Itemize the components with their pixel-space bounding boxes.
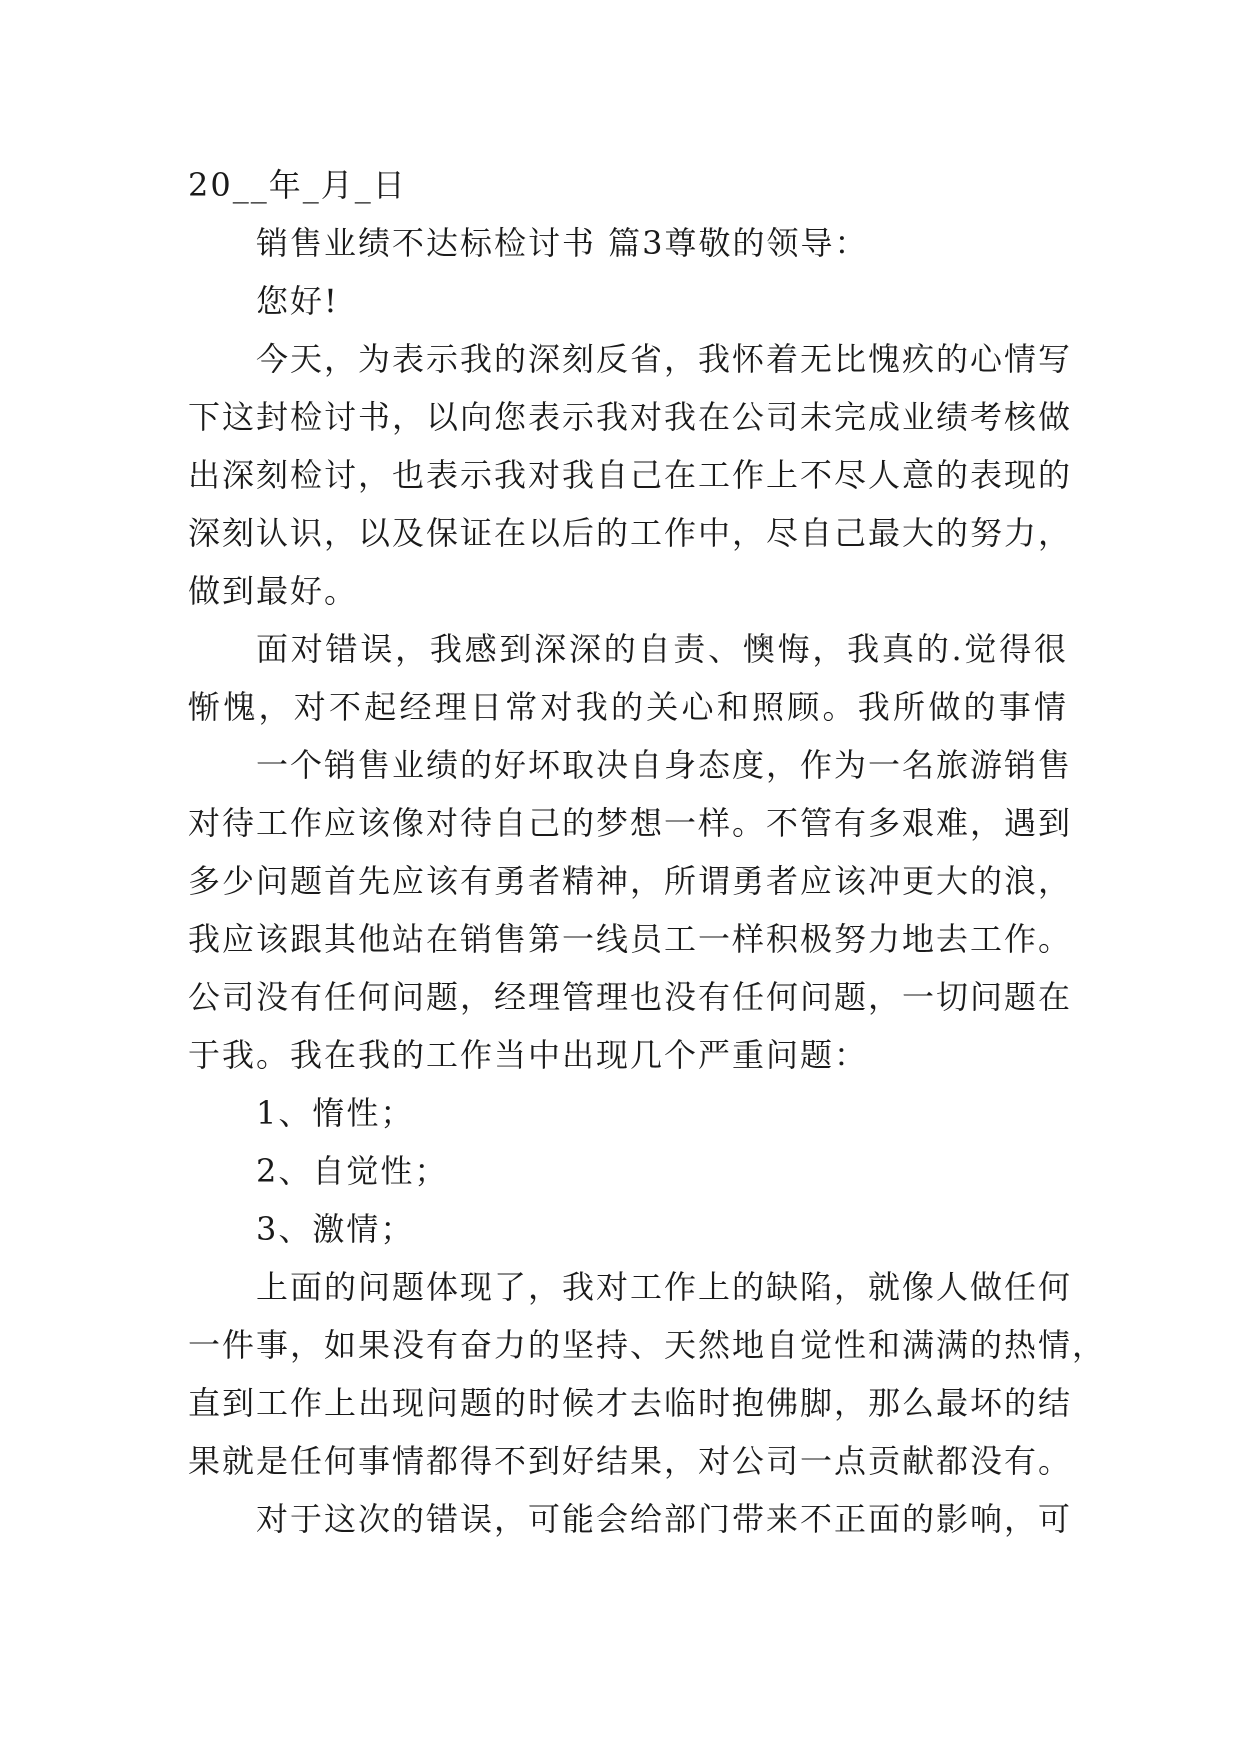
document-title: 销售业绩不达标检讨书 篇3尊敬的领导： <box>256 224 869 262</box>
list-item: 3、激情； <box>256 1210 415 1248</box>
paragraph-line: 多少问题首先应该有勇者精神，所谓勇者应该冲更大的浪， <box>188 862 1073 900</box>
list-item: 2、自觉性； <box>256 1152 449 1190</box>
paragraph-line: 下这封检讨书，以向您表示我对我在公司未完成业绩考核做 <box>188 398 1073 436</box>
paragraph-line: 一件事，如果没有奋力的坚持、天然地自觉性和满满的热情， <box>188 1326 1107 1364</box>
paragraph-line: 我应该跟其他站在销售第一线员工一样积极努力地去工作。 <box>188 920 1073 958</box>
paragraph-line: 今天，为表示我的深刻反省，我怀着无比愧疚的心情写 <box>256 340 1073 378</box>
paragraph-line: 对待工作应该像对待自己的梦想一样。不管有多艰难，遇到 <box>188 804 1073 842</box>
paragraph-line: 于我。我在我的工作当中出现几个严重问题： <box>188 1036 869 1074</box>
paragraph-line: 一个销售业绩的好坏取决自身态度，作为一名旅游销售 <box>256 746 1073 784</box>
paragraph-line: 对于这次的错误，可能会给部门带来不正面的影响，可 <box>256 1500 1073 1538</box>
paragraph-line: 直到工作上出现问题的时候才去临时抱佛脚，那么最坏的结 <box>188 1384 1073 1422</box>
paragraph-line: 做到最好。 <box>188 572 359 610</box>
date-line: 20__年_月_日 <box>188 166 407 204</box>
paragraph-line: 出深刻检讨，也表示我对我自己在工作上不尽人意的表现的 <box>188 456 1073 494</box>
paragraph-line: 上面的问题体现了，我对工作上的缺陷，就像人做任何 <box>256 1268 1073 1306</box>
paragraph-line: 果就是任何事情都得不到好结果，对公司一点贡献都没有。 <box>188 1442 1073 1480</box>
paragraph-line: 公司没有任何问题，经理管理也没有任何问题，一切问题在 <box>188 978 1073 1016</box>
paragraph-line: 深刻认识，以及保证在以后的工作中，尽自己最大的努力， <box>188 514 1073 552</box>
paragraph-line: 惭愧，对不起经理日常对我的关心和照顾。我所做的事情 <box>188 688 1068 726</box>
list-item: 1、惰性； <box>256 1094 415 1132</box>
paragraph-line: 面对错误，我感到深深的自责、懊悔，我真的.觉得很 <box>256 630 1068 668</box>
greeting: 您好! <box>256 282 339 320</box>
